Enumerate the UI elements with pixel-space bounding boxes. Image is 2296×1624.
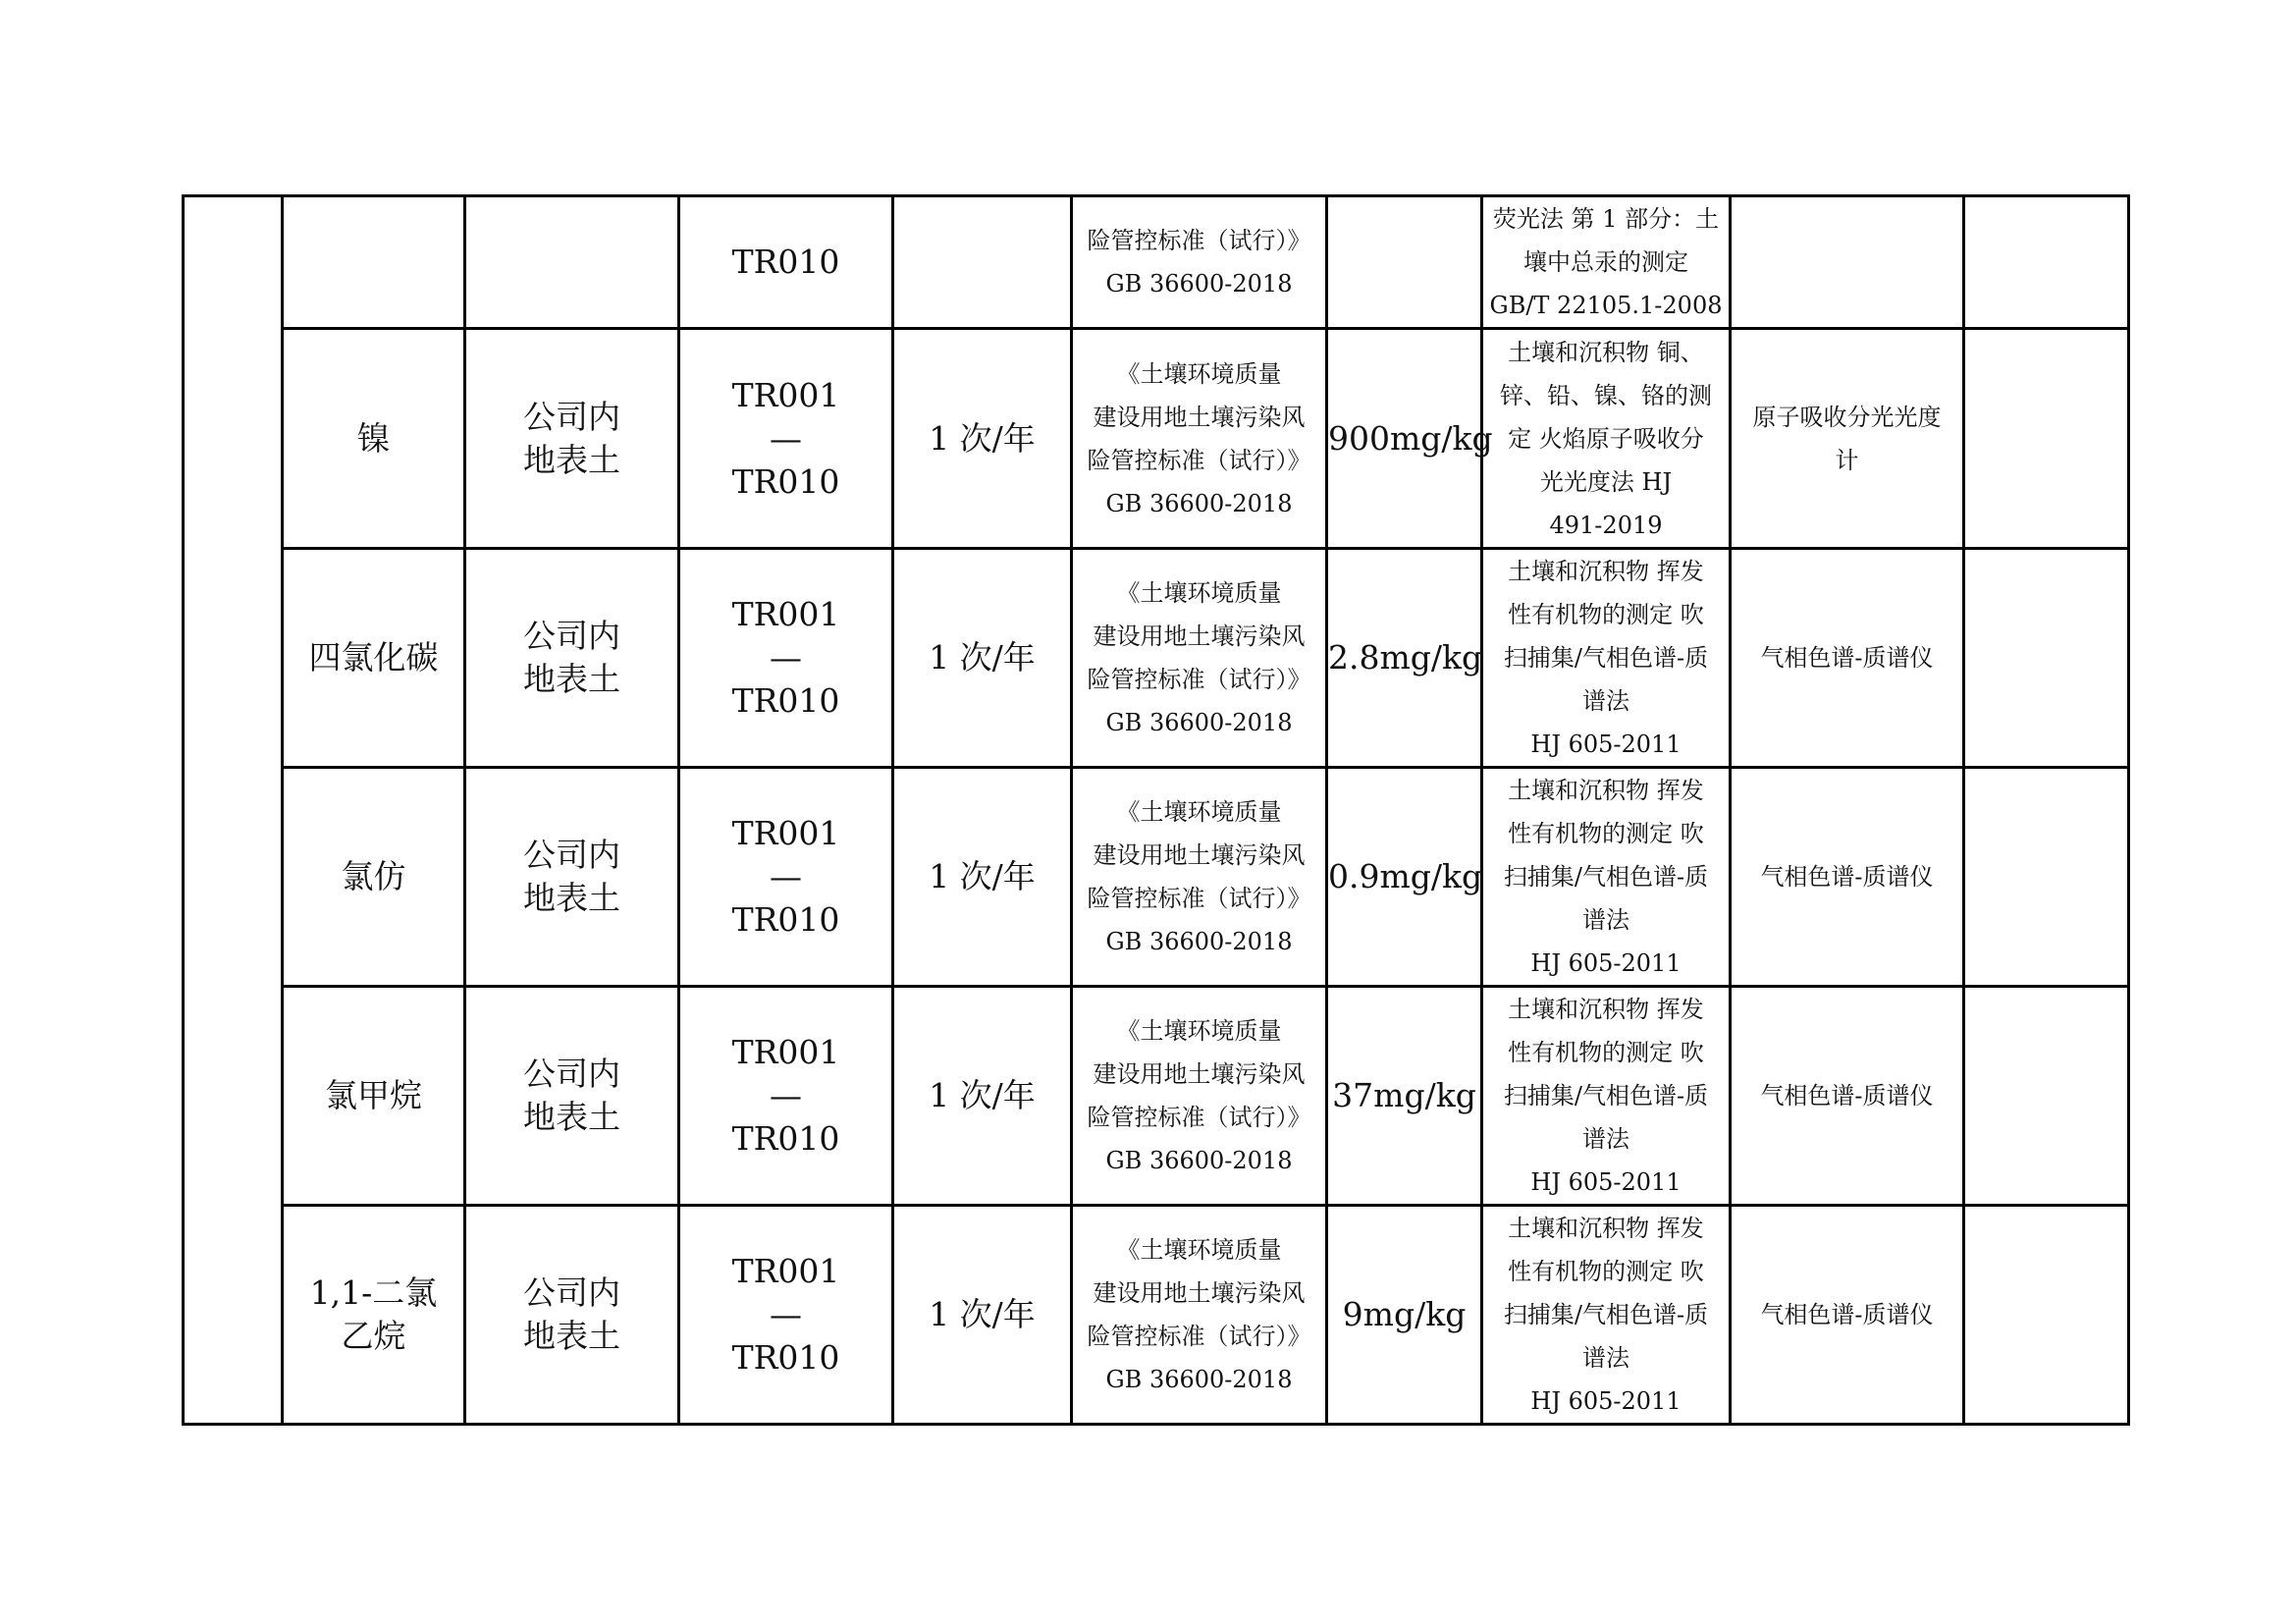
point-line: — bbox=[770, 418, 802, 458]
frequency-text: 1 次/年 bbox=[929, 638, 1036, 677]
remark-cell bbox=[1964, 196, 2129, 329]
standard-line: 建设用地土壤污染风 bbox=[1093, 841, 1306, 869]
point-line: TR010 bbox=[731, 461, 840, 501]
frequency-text: 1 次/年 bbox=[929, 418, 1036, 458]
location-line: 地表土 bbox=[523, 1317, 620, 1355]
item-cell bbox=[283, 549, 465, 768]
frequency-cell bbox=[893, 329, 1072, 549]
location-line: 地表土 bbox=[523, 440, 620, 479]
limit-text: 900mg/kg bbox=[1328, 418, 1493, 458]
standard-line: GB 36600-2018 bbox=[1105, 928, 1293, 955]
point-text: TR010 bbox=[731, 243, 840, 281]
method-line: 性有机物的测定 吹 bbox=[1508, 1039, 1704, 1066]
standard-line: 《土壤环境质量 bbox=[1116, 359, 1282, 388]
instrument-cell bbox=[1731, 768, 1964, 987]
point-cell bbox=[679, 1206, 893, 1425]
standard-cell bbox=[1072, 549, 1327, 768]
standard-line: 建设用地土壤污染风 bbox=[1093, 403, 1306, 431]
standard-line: 建设用地土壤污染风 bbox=[1093, 1279, 1306, 1307]
standard-line: 险管控标准（试行）》 bbox=[1087, 885, 1311, 912]
location-cell bbox=[465, 768, 679, 987]
method-line: 土壤和沉积物 挥发 bbox=[1508, 1215, 1704, 1242]
location-line: 地表土 bbox=[523, 1098, 620, 1136]
point-line: TR001 bbox=[731, 595, 840, 633]
standard-line: 建设用地土壤污染风 bbox=[1093, 1060, 1306, 1088]
method-line: HJ 605-2011 bbox=[1530, 1387, 1682, 1415]
instrument-cell bbox=[1731, 987, 1964, 1206]
frequency-cell bbox=[893, 987, 1072, 1206]
method-cell bbox=[1482, 329, 1731, 549]
location-line: 地表土 bbox=[523, 660, 620, 698]
frequency-text: 1 次/年 bbox=[929, 1076, 1036, 1114]
method-line: 谱法 bbox=[1582, 687, 1629, 715]
method-line: 扫捕集/气相色谱-质 bbox=[1503, 1301, 1709, 1328]
standard-line: GB 36600-2018 bbox=[1105, 1147, 1293, 1174]
standard-line: GB 36600-2018 bbox=[1105, 270, 1293, 298]
remark-cell bbox=[1964, 329, 2129, 549]
item-cell bbox=[283, 768, 465, 987]
method-line: 谱法 bbox=[1582, 1344, 1629, 1372]
table-row bbox=[184, 1206, 2129, 1425]
method-line: 土壤和沉积物 挥发 bbox=[1508, 777, 1704, 804]
point-line: TR001 bbox=[731, 814, 840, 852]
standard-cell bbox=[1072, 329, 1327, 549]
instrument-line: 气相色谱-质谱仪 bbox=[1760, 863, 1934, 891]
method-line: 土壤和沉积物 挥发 bbox=[1508, 996, 1704, 1023]
instrument-line: 计 bbox=[1835, 446, 1859, 474]
limit-text: 2.8mg/kg bbox=[1328, 638, 1483, 677]
method-line: 扫捕集/气相色谱-质 bbox=[1503, 644, 1709, 672]
standard-cell bbox=[1072, 768, 1327, 987]
item-cell bbox=[283, 1206, 465, 1425]
point-cell bbox=[679, 329, 893, 549]
standard-line: 《土壤环境质量 bbox=[1116, 579, 1282, 607]
point-line: TR001 bbox=[731, 1033, 840, 1071]
limit-cell bbox=[1327, 768, 1482, 987]
standard-line: GB 36600-2018 bbox=[1105, 1366, 1293, 1393]
limit-text: 0.9mg/kg bbox=[1328, 857, 1483, 895]
limit-text: 9mg/kg bbox=[1342, 1295, 1467, 1333]
table-row bbox=[184, 329, 2129, 549]
item-line: 镍 bbox=[357, 418, 390, 458]
remark-cell bbox=[1964, 987, 2129, 1206]
method-line: 定 火焰原子吸收分 bbox=[1508, 424, 1704, 453]
location-cell bbox=[465, 549, 679, 768]
method-cell bbox=[1482, 1206, 1731, 1425]
remark-cell bbox=[1964, 1206, 2129, 1425]
instrument-cell bbox=[1731, 196, 1964, 329]
standard-line: GB 36600-2018 bbox=[1105, 489, 1293, 517]
location-line: 地表土 bbox=[523, 879, 620, 917]
point-cell bbox=[679, 549, 893, 768]
frequency-text: 1 次/年 bbox=[929, 857, 1036, 895]
table-row-continued bbox=[184, 196, 2129, 329]
standard-line: 《土壤环境质量 bbox=[1116, 798, 1282, 826]
instrument-line: 气相色谱-质谱仪 bbox=[1760, 1082, 1934, 1110]
item-cell bbox=[283, 987, 465, 1206]
location-line: 公司内 bbox=[523, 617, 620, 655]
item-line: 氯仿 bbox=[341, 857, 406, 895]
point-cell bbox=[679, 768, 893, 987]
point-line: — bbox=[770, 638, 802, 677]
method-cell bbox=[1482, 549, 1731, 768]
instrument-cell bbox=[1731, 329, 1964, 549]
instrument-line: 气相色谱-质谱仪 bbox=[1760, 644, 1934, 672]
standard-line: 险管控标准（试行）》 bbox=[1087, 446, 1311, 474]
location-cell bbox=[465, 987, 679, 1206]
method-line: 土壤和沉积物 挥发 bbox=[1508, 558, 1704, 585]
standard-cell bbox=[1072, 987, 1327, 1206]
method-line: 谱法 bbox=[1582, 1125, 1629, 1153]
standard-line: 险管控标准（试行）》 bbox=[1087, 227, 1311, 254]
table-row bbox=[184, 987, 2129, 1206]
limit-cell bbox=[1327, 549, 1482, 768]
instrument-cell bbox=[1731, 549, 1964, 768]
standard-line: 建设用地土壤污染风 bbox=[1093, 623, 1306, 650]
location-line: 公司内 bbox=[523, 397, 620, 436]
table-row bbox=[184, 768, 2129, 987]
frequency-text: 1 次/年 bbox=[929, 1295, 1036, 1333]
standard-line: 险管控标准（试行）》 bbox=[1087, 1104, 1311, 1131]
location-line: 公司内 bbox=[523, 1055, 620, 1093]
table-row bbox=[184, 549, 2129, 768]
method-line: 性有机物的测定 吹 bbox=[1508, 601, 1704, 628]
point-cell bbox=[679, 987, 893, 1206]
point-line: TR010 bbox=[731, 1119, 840, 1158]
location-line: 公司内 bbox=[523, 1273, 620, 1312]
category-cell bbox=[184, 196, 283, 1425]
limit-cell bbox=[1327, 987, 1482, 1206]
point-line: — bbox=[770, 1076, 802, 1114]
standard-line: 《土壤环境质量 bbox=[1116, 1017, 1282, 1045]
method-line: 扫捕集/气相色谱-质 bbox=[1503, 1082, 1709, 1110]
location-cell bbox=[465, 1206, 679, 1425]
standard-line: 《土壤环境质量 bbox=[1116, 1236, 1282, 1264]
item-line: 乙烷 bbox=[341, 1317, 406, 1355]
standard-line: GB 36600-2018 bbox=[1105, 709, 1293, 736]
item-cell bbox=[283, 329, 465, 549]
item-cell bbox=[283, 196, 465, 329]
point-line: TR001 bbox=[731, 375, 840, 414]
method-line: GB/T 22105.1-2008 bbox=[1489, 292, 1723, 319]
method-line: HJ 605-2011 bbox=[1530, 949, 1682, 977]
method-cell bbox=[1482, 987, 1731, 1206]
item-line: 氯甲烷 bbox=[325, 1076, 422, 1114]
point-line: — bbox=[770, 857, 802, 895]
method-line: 性有机物的测定 吹 bbox=[1508, 820, 1704, 847]
location-line: 公司内 bbox=[523, 836, 620, 874]
limit-cell bbox=[1327, 329, 1493, 549]
frequency-cell bbox=[893, 1206, 1072, 1425]
remark-cell bbox=[1964, 549, 2129, 768]
standard-line: 险管控标准（试行）》 bbox=[1087, 1323, 1311, 1350]
point-line: TR010 bbox=[731, 900, 840, 939]
method-line: HJ 605-2011 bbox=[1530, 731, 1682, 758]
point-line: TR001 bbox=[731, 1252, 840, 1290]
limit-cell bbox=[1327, 196, 1482, 329]
method-line: 锌、铅、镍、铬的测 bbox=[1500, 381, 1712, 409]
standard-cell bbox=[1072, 1206, 1327, 1425]
frequency-cell bbox=[893, 549, 1072, 768]
standard-cell bbox=[1072, 196, 1327, 329]
item-line: 1,1-二氯 bbox=[309, 1273, 438, 1312]
remark-cell bbox=[1964, 768, 2129, 987]
method-line: 谱法 bbox=[1582, 906, 1629, 934]
point-line: TR010 bbox=[731, 681, 840, 720]
method-line: 491-2019 bbox=[1549, 511, 1663, 539]
method-line: 光光度法 HJ bbox=[1539, 467, 1673, 496]
standard-line: 险管控标准（试行）》 bbox=[1087, 666, 1311, 693]
point-cell bbox=[679, 196, 893, 329]
frequency-cell bbox=[893, 196, 1072, 329]
method-line: 荧光法 第 1 部分：土 bbox=[1492, 205, 1720, 233]
frequency-cell bbox=[893, 768, 1072, 987]
method-line: 扫捕集/气相色谱-质 bbox=[1503, 863, 1709, 891]
method-cell bbox=[1482, 196, 1731, 329]
instrument-cell bbox=[1731, 1206, 1964, 1425]
limit-text: 37mg/kg bbox=[1332, 1076, 1476, 1114]
limit-cell bbox=[1327, 1206, 1482, 1425]
method-line: 性有机物的测定 吹 bbox=[1508, 1258, 1704, 1285]
point-line: — bbox=[770, 1295, 802, 1333]
method-line: HJ 605-2011 bbox=[1530, 1168, 1682, 1196]
location-cell bbox=[465, 329, 679, 549]
item-line: 四氯化碳 bbox=[308, 638, 439, 677]
method-line: 壤中总汞的测定 bbox=[1523, 248, 1688, 276]
location-cell bbox=[465, 196, 679, 329]
method-line: 土壤和沉积物 铜、 bbox=[1508, 338, 1704, 366]
point-line: TR010 bbox=[731, 1338, 840, 1377]
instrument-line: 气相色谱-质谱仪 bbox=[1760, 1301, 1934, 1328]
monitoring-table bbox=[182, 194, 2130, 1426]
instrument-line: 原子吸收分光光度 bbox=[1752, 403, 1942, 431]
method-cell bbox=[1482, 768, 1731, 987]
